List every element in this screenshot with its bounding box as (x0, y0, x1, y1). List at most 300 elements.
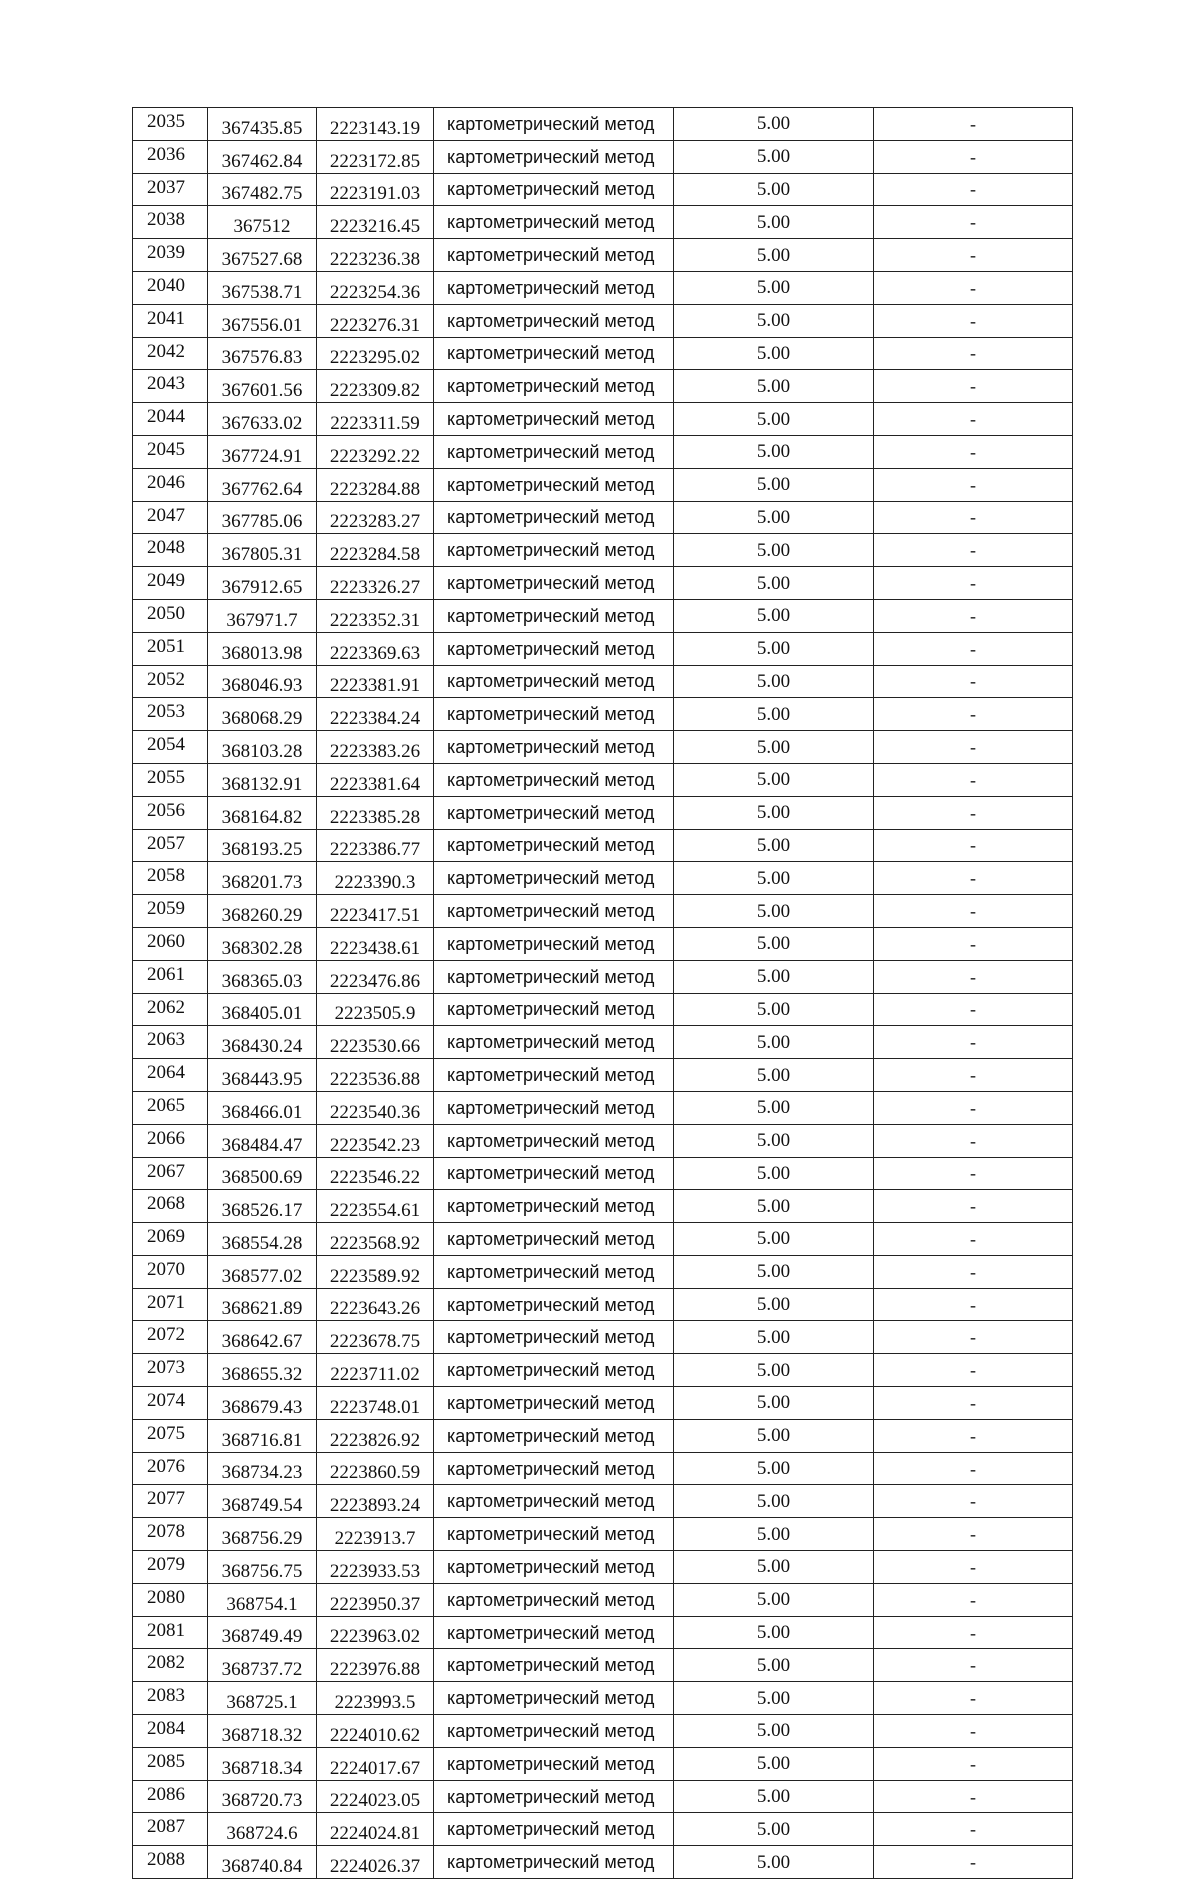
y-coordinate-cell: 2223295.02 (317, 337, 434, 370)
accuracy-cell: 5.00 (674, 1190, 874, 1223)
x-coordinate-cell: 368737.72 (208, 1649, 317, 1682)
method-cell: картометрический метод (434, 1715, 674, 1748)
accuracy-cell: 5.00 (674, 698, 874, 731)
table-row (133, 1255, 1073, 1288)
point-number-cell: 2081 (133, 1616, 208, 1649)
accuracy-cell: 5.00 (674, 1059, 874, 1092)
y-coordinate-cell: 2223438.61 (317, 927, 434, 960)
method-cell: картометрический метод (434, 1616, 674, 1649)
point-number-cell: 2054 (133, 731, 208, 764)
accuracy-cell: 5.00 (674, 403, 874, 436)
accuracy-cell: 5.00 (674, 599, 874, 632)
table-row (133, 1846, 1073, 1879)
method-cell: картометрический метод (434, 1583, 674, 1616)
point-number-cell: 2060 (133, 927, 208, 960)
method-cell: картометрический метод (434, 1223, 674, 1256)
table-row (133, 1518, 1073, 1551)
table-row (133, 435, 1073, 468)
note-cell: - (874, 1419, 1073, 1452)
y-coordinate-cell: 2223536.88 (317, 1059, 434, 1092)
point-number-cell: 2041 (133, 304, 208, 337)
method-cell: картометрический метод (434, 1649, 674, 1682)
point-number-cell: 2067 (133, 1157, 208, 1190)
table-row (133, 1649, 1073, 1682)
y-coordinate-cell: 2223589.92 (317, 1255, 434, 1288)
note-cell: - (874, 337, 1073, 370)
x-coordinate-cell: 368046.93 (208, 665, 317, 698)
method-cell: картометрический метод (434, 993, 674, 1026)
table-row (133, 1354, 1073, 1387)
x-coordinate-cell: 367633.02 (208, 403, 317, 436)
point-number-cell: 2066 (133, 1124, 208, 1157)
x-coordinate-cell: 368260.29 (208, 895, 317, 928)
point-number-cell: 2059 (133, 895, 208, 928)
y-coordinate-cell: 2224017.67 (317, 1747, 434, 1780)
accuracy-cell: 5.00 (674, 108, 874, 141)
table-row (133, 1223, 1073, 1256)
table-row (133, 370, 1073, 403)
note-cell: - (874, 731, 1073, 764)
table-row (133, 763, 1073, 796)
point-number-cell: 2085 (133, 1747, 208, 1780)
y-coordinate-cell: 2223933.53 (317, 1551, 434, 1584)
point-number-cell: 2058 (133, 862, 208, 895)
accuracy-cell: 5.00 (674, 1288, 874, 1321)
method-cell: картометрический метод (434, 1780, 674, 1813)
accuracy-cell: 5.00 (674, 534, 874, 567)
note-cell: - (874, 1518, 1073, 1551)
accuracy-cell: 5.00 (674, 1387, 874, 1420)
table-row (133, 895, 1073, 928)
point-number-cell: 2039 (133, 239, 208, 272)
y-coordinate-cell: 2223390.3 (317, 862, 434, 895)
accuracy-cell: 5.00 (674, 632, 874, 665)
method-cell: картометрический метод (434, 206, 674, 239)
table-row (133, 1485, 1073, 1518)
note-cell: - (874, 1288, 1073, 1321)
point-number-cell: 2036 (133, 140, 208, 173)
accuracy-cell: 5.00 (674, 271, 874, 304)
y-coordinate-cell: 2223893.24 (317, 1485, 434, 1518)
method-cell: картометрический метод (434, 534, 674, 567)
table-row (133, 1124, 1073, 1157)
x-coordinate-cell: 367435.85 (208, 108, 317, 141)
y-coordinate-cell: 2223542.23 (317, 1124, 434, 1157)
method-cell: картометрический метод (434, 370, 674, 403)
y-coordinate-cell: 2223711.02 (317, 1354, 434, 1387)
table-row (133, 239, 1073, 272)
accuracy-cell: 5.00 (674, 927, 874, 960)
table-row (133, 993, 1073, 1026)
method-cell: картометрический метод (434, 1157, 674, 1190)
point-number-cell: 2050 (133, 599, 208, 632)
x-coordinate-cell: 367527.68 (208, 239, 317, 272)
point-number-cell: 2038 (133, 206, 208, 239)
note-cell: - (874, 796, 1073, 829)
note-cell: - (874, 862, 1073, 895)
y-coordinate-cell: 2223216.45 (317, 206, 434, 239)
note-cell: - (874, 304, 1073, 337)
note-cell: - (874, 1813, 1073, 1846)
x-coordinate-cell: 368655.32 (208, 1354, 317, 1387)
point-number-cell: 2057 (133, 829, 208, 862)
note-cell: - (874, 1747, 1073, 1780)
method-cell: картометрический метод (434, 960, 674, 993)
accuracy-cell: 5.00 (674, 1583, 874, 1616)
note-cell: - (874, 173, 1073, 206)
y-coordinate-cell: 2223384.24 (317, 698, 434, 731)
point-number-cell: 2043 (133, 370, 208, 403)
table-row (133, 1583, 1073, 1616)
table-row (133, 108, 1073, 141)
x-coordinate-cell: 368718.32 (208, 1715, 317, 1748)
y-coordinate-cell: 2223554.61 (317, 1190, 434, 1223)
point-number-cell: 2073 (133, 1354, 208, 1387)
note-cell: - (874, 1354, 1073, 1387)
point-number-cell: 2071 (133, 1288, 208, 1321)
method-cell: картометрический метод (434, 1518, 674, 1551)
method-cell: картометрический метод (434, 1846, 674, 1879)
x-coordinate-cell: 368642.67 (208, 1321, 317, 1354)
x-coordinate-cell: 368720.73 (208, 1780, 317, 1813)
note-cell: - (874, 599, 1073, 632)
accuracy-cell: 5.00 (674, 1223, 874, 1256)
x-coordinate-cell: 368132.91 (208, 763, 317, 796)
accuracy-cell: 5.00 (674, 1780, 874, 1813)
note-cell: - (874, 632, 1073, 665)
method-cell: картометрический метод (434, 239, 674, 272)
x-coordinate-cell: 367724.91 (208, 435, 317, 468)
point-number-cell: 2072 (133, 1321, 208, 1354)
x-coordinate-cell: 367462.84 (208, 140, 317, 173)
point-number-cell: 2088 (133, 1846, 208, 1879)
method-cell: картометрический метод (434, 763, 674, 796)
table-row (133, 1059, 1073, 1092)
note-cell: - (874, 1059, 1073, 1092)
y-coordinate-cell: 2223417.51 (317, 895, 434, 928)
note-cell: - (874, 1321, 1073, 1354)
table-row (133, 1616, 1073, 1649)
table-row (133, 1551, 1073, 1584)
table-row (133, 1780, 1073, 1813)
point-number-cell: 2062 (133, 993, 208, 1026)
x-coordinate-cell: 368443.95 (208, 1059, 317, 1092)
method-cell: картометрический метод (434, 501, 674, 534)
point-number-cell: 2086 (133, 1780, 208, 1813)
note-cell: - (874, 665, 1073, 698)
y-coordinate-cell: 2223369.63 (317, 632, 434, 665)
accuracy-cell: 5.00 (674, 960, 874, 993)
accuracy-cell: 5.00 (674, 1846, 874, 1879)
accuracy-cell: 5.00 (674, 140, 874, 173)
point-number-cell: 2079 (133, 1551, 208, 1584)
point-number-cell: 2078 (133, 1518, 208, 1551)
table-row (133, 1026, 1073, 1059)
point-number-cell: 2084 (133, 1715, 208, 1748)
table-row (133, 337, 1073, 370)
point-number-cell: 2037 (133, 173, 208, 206)
x-coordinate-cell: 367576.83 (208, 337, 317, 370)
method-cell: картометрический метод (434, 1452, 674, 1485)
y-coordinate-cell: 2223643.26 (317, 1288, 434, 1321)
method-cell: картометрический метод (434, 1354, 674, 1387)
method-cell: картометрический метод (434, 468, 674, 501)
table-row (133, 960, 1073, 993)
point-number-cell: 2055 (133, 763, 208, 796)
method-cell: картометрический метод (434, 1682, 674, 1715)
note-cell: - (874, 1255, 1073, 1288)
note-cell: - (874, 1190, 1073, 1223)
coordinates-table-body (133, 108, 1073, 1879)
table-row (133, 140, 1073, 173)
method-cell: картометрический метод (434, 1485, 674, 1518)
y-coordinate-cell: 2223505.9 (317, 993, 434, 1026)
note-cell: - (874, 1583, 1073, 1616)
x-coordinate-cell: 367912.65 (208, 567, 317, 600)
method-cell: картометрический метод (434, 1551, 674, 1584)
x-coordinate-cell: 368201.73 (208, 862, 317, 895)
note-cell: - (874, 1616, 1073, 1649)
x-coordinate-cell: 367482.75 (208, 173, 317, 206)
table-row (133, 1715, 1073, 1748)
table-row (133, 829, 1073, 862)
note-cell: - (874, 567, 1073, 600)
accuracy-cell: 5.00 (674, 501, 874, 534)
table-row (133, 403, 1073, 436)
accuracy-cell: 5.00 (674, 304, 874, 337)
note-cell: - (874, 829, 1073, 862)
accuracy-cell: 5.00 (674, 468, 874, 501)
accuracy-cell: 5.00 (674, 731, 874, 764)
x-coordinate-cell: 368749.54 (208, 1485, 317, 1518)
accuracy-cell: 5.00 (674, 1551, 874, 1584)
x-coordinate-cell: 368756.75 (208, 1551, 317, 1584)
point-number-cell: 2064 (133, 1059, 208, 1092)
x-coordinate-cell: 368679.43 (208, 1387, 317, 1420)
method-cell: картометрический метод (434, 796, 674, 829)
method-cell: картометрический метод (434, 1026, 674, 1059)
note-cell: - (874, 1715, 1073, 1748)
note-cell: - (874, 927, 1073, 960)
note-cell: - (874, 1682, 1073, 1715)
point-number-cell: 2063 (133, 1026, 208, 1059)
note-cell: - (874, 1091, 1073, 1124)
table-row (133, 1387, 1073, 1420)
point-number-cell: 2080 (133, 1583, 208, 1616)
y-coordinate-cell: 2223254.36 (317, 271, 434, 304)
point-number-cell: 2076 (133, 1452, 208, 1485)
x-coordinate-cell: 368103.28 (208, 731, 317, 764)
point-number-cell: 2046 (133, 468, 208, 501)
table-row (133, 1682, 1073, 1715)
y-coordinate-cell: 2223383.26 (317, 731, 434, 764)
method-cell: картометрический метод (434, 271, 674, 304)
accuracy-cell: 5.00 (674, 895, 874, 928)
note-cell: - (874, 534, 1073, 567)
point-number-cell: 2053 (133, 698, 208, 731)
accuracy-cell: 5.00 (674, 1419, 874, 1452)
note-cell: - (874, 1124, 1073, 1157)
accuracy-cell: 5.00 (674, 1715, 874, 1748)
accuracy-cell: 5.00 (674, 1518, 874, 1551)
x-coordinate-cell: 368718.34 (208, 1747, 317, 1780)
table-row (133, 501, 1073, 534)
note-cell: - (874, 239, 1073, 272)
method-cell: картометрический метод (434, 1255, 674, 1288)
accuracy-cell: 5.00 (674, 993, 874, 1026)
y-coordinate-cell: 2223530.66 (317, 1026, 434, 1059)
y-coordinate-cell: 2223386.77 (317, 829, 434, 862)
table-row (133, 862, 1073, 895)
y-coordinate-cell: 2223284.58 (317, 534, 434, 567)
method-cell: картометрический метод (434, 1190, 674, 1223)
y-coordinate-cell: 2223236.38 (317, 239, 434, 272)
accuracy-cell: 5.00 (674, 763, 874, 796)
x-coordinate-cell: 368500.69 (208, 1157, 317, 1190)
note-cell: - (874, 1387, 1073, 1420)
note-cell: - (874, 271, 1073, 304)
point-number-cell: 2035 (133, 108, 208, 141)
table-row (133, 1813, 1073, 1846)
x-coordinate-cell: 368526.17 (208, 1190, 317, 1223)
y-coordinate-cell: 2223326.27 (317, 567, 434, 600)
accuracy-cell: 5.00 (674, 435, 874, 468)
note-cell: - (874, 108, 1073, 141)
method-cell: картометрический метод (434, 1747, 674, 1780)
point-number-cell: 2075 (133, 1419, 208, 1452)
note-cell: - (874, 370, 1073, 403)
accuracy-cell: 5.00 (674, 337, 874, 370)
table-row (133, 1091, 1073, 1124)
x-coordinate-cell: 368405.01 (208, 993, 317, 1026)
point-number-cell: 2077 (133, 1485, 208, 1518)
method-cell: картометрический метод (434, 140, 674, 173)
note-cell: - (874, 1485, 1073, 1518)
method-cell: картометрический метод (434, 599, 674, 632)
x-coordinate-cell: 368484.47 (208, 1124, 317, 1157)
table-row (133, 1288, 1073, 1321)
note-cell: - (874, 435, 1073, 468)
table-row (133, 665, 1073, 698)
y-coordinate-cell: 2223385.28 (317, 796, 434, 829)
accuracy-cell: 5.00 (674, 796, 874, 829)
note-cell: - (874, 960, 1073, 993)
accuracy-cell: 5.00 (674, 370, 874, 403)
method-cell: картометрический метод (434, 1091, 674, 1124)
y-coordinate-cell: 2223352.31 (317, 599, 434, 632)
y-coordinate-cell: 2223950.37 (317, 1583, 434, 1616)
accuracy-cell: 5.00 (674, 1747, 874, 1780)
method-cell: картометрический метод (434, 1059, 674, 1092)
method-cell: картометрический метод (434, 304, 674, 337)
y-coordinate-cell: 2223311.59 (317, 403, 434, 436)
x-coordinate-cell: 368621.89 (208, 1288, 317, 1321)
method-cell: картометрический метод (434, 1124, 674, 1157)
x-coordinate-cell: 368577.02 (208, 1255, 317, 1288)
accuracy-cell: 5.00 (674, 1616, 874, 1649)
accuracy-cell: 5.00 (674, 1649, 874, 1682)
x-coordinate-cell: 367556.01 (208, 304, 317, 337)
method-cell: картометрический метод (434, 1813, 674, 1846)
point-number-cell: 2070 (133, 1255, 208, 1288)
x-coordinate-cell: 368013.98 (208, 632, 317, 665)
point-number-cell: 2047 (133, 501, 208, 534)
table-row (133, 1321, 1073, 1354)
y-coordinate-cell: 2223283.27 (317, 501, 434, 534)
y-coordinate-cell: 2223292.22 (317, 435, 434, 468)
x-coordinate-cell: 368724.6 (208, 1813, 317, 1846)
y-coordinate-cell: 2223963.02 (317, 1616, 434, 1649)
point-number-cell: 2065 (133, 1091, 208, 1124)
accuracy-cell: 5.00 (674, 1091, 874, 1124)
table-row (133, 927, 1073, 960)
y-coordinate-cell: 2223568.92 (317, 1223, 434, 1256)
y-coordinate-cell: 2224026.37 (317, 1846, 434, 1879)
x-coordinate-cell: 367601.56 (208, 370, 317, 403)
point-number-cell: 2061 (133, 960, 208, 993)
point-number-cell: 2074 (133, 1387, 208, 1420)
table-row (133, 173, 1073, 206)
y-coordinate-cell: 2223546.22 (317, 1157, 434, 1190)
y-coordinate-cell: 2223976.88 (317, 1649, 434, 1682)
x-coordinate-cell: 368466.01 (208, 1091, 317, 1124)
accuracy-cell: 5.00 (674, 1026, 874, 1059)
point-number-cell: 2042 (133, 337, 208, 370)
table-row (133, 731, 1073, 764)
point-number-cell: 2082 (133, 1649, 208, 1682)
method-cell: картометрический метод (434, 829, 674, 862)
point-number-cell: 2056 (133, 796, 208, 829)
y-coordinate-cell: 2223191.03 (317, 173, 434, 206)
point-number-cell: 2048 (133, 534, 208, 567)
x-coordinate-cell: 367785.06 (208, 501, 317, 534)
y-coordinate-cell: 2223143.19 (317, 108, 434, 141)
table-row (133, 1157, 1073, 1190)
method-cell: картометрический метод (434, 862, 674, 895)
accuracy-cell: 5.00 (674, 1124, 874, 1157)
method-cell: картометрический метод (434, 435, 674, 468)
point-number-cell: 2052 (133, 665, 208, 698)
method-cell: картометрический метод (434, 895, 674, 928)
table-row (133, 1747, 1073, 1780)
accuracy-cell: 5.00 (674, 862, 874, 895)
y-coordinate-cell: 2223678.75 (317, 1321, 434, 1354)
accuracy-cell: 5.00 (674, 1321, 874, 1354)
note-cell: - (874, 468, 1073, 501)
note-cell: - (874, 993, 1073, 1026)
x-coordinate-cell: 368430.24 (208, 1026, 317, 1059)
y-coordinate-cell: 2223826.92 (317, 1419, 434, 1452)
method-cell: картометрический метод (434, 1321, 674, 1354)
x-coordinate-cell: 368734.23 (208, 1452, 317, 1485)
accuracy-cell: 5.00 (674, 239, 874, 272)
x-coordinate-cell: 368725.1 (208, 1682, 317, 1715)
y-coordinate-cell: 2223913.7 (317, 1518, 434, 1551)
note-cell: - (874, 895, 1073, 928)
x-coordinate-cell: 367805.31 (208, 534, 317, 567)
table-row (133, 632, 1073, 665)
y-coordinate-cell: 2223860.59 (317, 1452, 434, 1485)
method-cell: картометрический метод (434, 403, 674, 436)
method-cell: картометрический метод (434, 567, 674, 600)
accuracy-cell: 5.00 (674, 1255, 874, 1288)
note-cell: - (874, 1157, 1073, 1190)
y-coordinate-cell: 2223309.82 (317, 370, 434, 403)
y-coordinate-cell: 2223476.86 (317, 960, 434, 993)
note-cell: - (874, 1026, 1073, 1059)
x-coordinate-cell: 367762.64 (208, 468, 317, 501)
accuracy-cell: 5.00 (674, 1452, 874, 1485)
